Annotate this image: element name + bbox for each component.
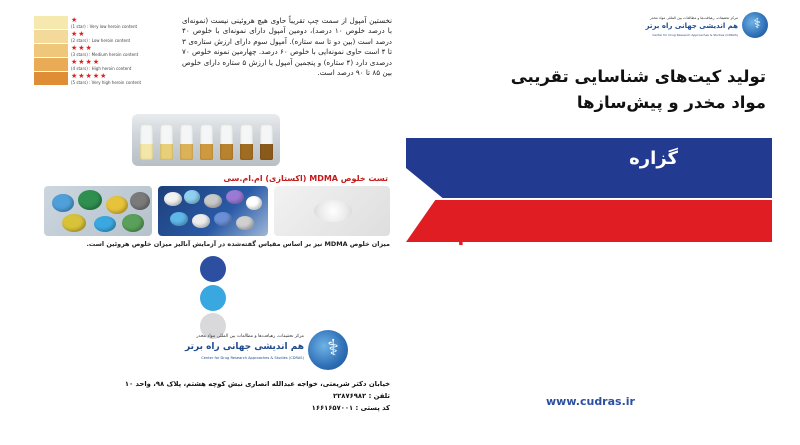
right-page bbox=[406, 10, 772, 435]
vial bbox=[220, 124, 233, 160]
pill bbox=[62, 214, 86, 232]
pill bbox=[170, 212, 188, 226]
powder bbox=[314, 200, 352, 222]
issue-number: ۱ bbox=[454, 226, 467, 250]
pill bbox=[164, 192, 182, 206]
scale-label: (2 stars) : Low heroin content bbox=[71, 37, 131, 43]
pill bbox=[106, 196, 128, 214]
website-link[interactable]: www.cudras.ir bbox=[546, 395, 635, 408]
purity-caption: میزان خلوص MDMA نیز بر اساس مقیاس گفته‌شده در آزمایش آنالیز میزان خلوص هروئین است. bbox=[86, 240, 390, 248]
color-swatch bbox=[34, 30, 68, 43]
pill bbox=[204, 194, 222, 208]
pill bbox=[130, 192, 150, 210]
vial bbox=[260, 124, 273, 160]
logo-english-name: Center for Drug Research Approaches & Studies (CDRAS) bbox=[652, 33, 738, 37]
pill bbox=[78, 190, 102, 210]
pill bbox=[236, 216, 254, 230]
powder-photo bbox=[274, 186, 390, 236]
organization-logo bbox=[170, 328, 350, 374]
scale-label: (4 stars) : High heroin content bbox=[71, 65, 132, 71]
purity-color-scale bbox=[34, 16, 166, 86]
star-rating: ★ bbox=[71, 15, 79, 24]
cover-title-line-2: مواد مخدر و پیش‌سازها bbox=[576, 93, 766, 112]
pill bbox=[214, 212, 232, 226]
phone-number: تلفن : ۲۲۸۷۶۹۸۲ bbox=[333, 392, 390, 400]
scale-row-5 bbox=[34, 72, 166, 85]
color-swatch bbox=[34, 44, 68, 57]
pill bbox=[192, 214, 210, 228]
decorative-dot-light-blue bbox=[200, 285, 226, 311]
ecstasy-pills-photo bbox=[44, 186, 152, 236]
blue-banner bbox=[406, 138, 772, 198]
cover-title bbox=[426, 64, 766, 116]
star-rating: ★★★★★ bbox=[71, 71, 108, 80]
vial bbox=[180, 124, 193, 160]
pill bbox=[94, 216, 116, 232]
scale-row-4 bbox=[34, 58, 166, 71]
color-swatch bbox=[34, 72, 68, 85]
postal-code: کد پستی : ۱۶۶۱۶۵۷۰۰۱ bbox=[311, 404, 390, 412]
scale-label: (5 stars) : Very high heroin content bbox=[71, 79, 142, 85]
colored-tablets-photo bbox=[158, 186, 268, 236]
contact-address bbox=[60, 378, 390, 414]
scale-row-2 bbox=[34, 30, 166, 43]
figure-mark-icon: ⚕ bbox=[327, 336, 339, 361]
cover-title-line-1: تولید کیت‌های شناسایی تقریبی bbox=[510, 67, 766, 86]
figure-mark-icon: ⚕ bbox=[753, 16, 761, 32]
logo-name: هم اندیشی جهانی راه برتر bbox=[185, 342, 304, 352]
vial bbox=[200, 124, 213, 160]
color-swatch bbox=[34, 58, 68, 71]
scale-label: (3 stars) : Medium heroin content bbox=[71, 51, 139, 57]
star-rating: ★★★ bbox=[71, 43, 93, 52]
scale-label: (1 star) : Very low heroin content bbox=[71, 23, 138, 29]
street-address: خیابان دکتر شریعتی، خواجه عبدالله انصاری نبش کوچه هشتم، پلاک ۹۸، واحد ۱۰ bbox=[124, 380, 390, 388]
star-rating: ★★★★ bbox=[71, 57, 101, 66]
pill bbox=[226, 190, 244, 204]
vial bbox=[240, 124, 253, 160]
pill bbox=[246, 196, 262, 210]
color-swatch bbox=[34, 16, 68, 29]
scale-row-3 bbox=[34, 44, 166, 57]
logo-english-name: Center for Drug Research Approaches & Studies (CDRAS) bbox=[201, 356, 304, 360]
left-page bbox=[32, 10, 398, 435]
vial bbox=[140, 124, 153, 160]
vial bbox=[160, 124, 173, 160]
logo-subtitle: مرکز تحقیقات، رهیافت‌ها و مطالعات بین المللی مواد مخدر bbox=[649, 16, 738, 20]
logo-name: هم اندیشی جهانی راه برتر bbox=[645, 22, 738, 30]
intro-paragraph: نخستین آمپول از سمت چپ تقریباً حاوی هیچ هروئینی نیست (نمونه‌ای با درصد خلوص ۱۰ درصد)، دومین آمپول دارای نمونه‌ای با خلوص ۴۰ درصد است (بین دو تا سه ستاره). آمپول سوم دارای ارزش ستاره‌ی ۳ تا ۴ است حاوی نمونه‌ایی با خلوص ۶۰ درصد. چهارمین نمونه خلوص ۷۰ درصدی دارد (۴ ستاره) و پنجمین آمپول با ارزش ۵ ستاره دارای خلوص بین ۸۵ تا ۹۰ درصد است. bbox=[182, 16, 392, 78]
pill bbox=[122, 214, 144, 232]
pill bbox=[184, 190, 200, 204]
logo-subtitle: مرکز تحقیقات، رهیافت‌ها و مطالعات بین المللی مواد مخدر bbox=[196, 334, 304, 339]
star-rating: ★★ bbox=[71, 29, 86, 38]
pill bbox=[52, 194, 74, 212]
organization-logo-top bbox=[620, 12, 768, 42]
vials-photo bbox=[132, 114, 280, 166]
decorative-dot-dark-blue bbox=[200, 256, 226, 282]
mdma-test-title: تست خلوص MDMA (اکستازی) ام.ام.سی bbox=[223, 174, 388, 183]
banner-title: گزاره bbox=[629, 148, 678, 169]
scale-row-1 bbox=[34, 16, 166, 29]
